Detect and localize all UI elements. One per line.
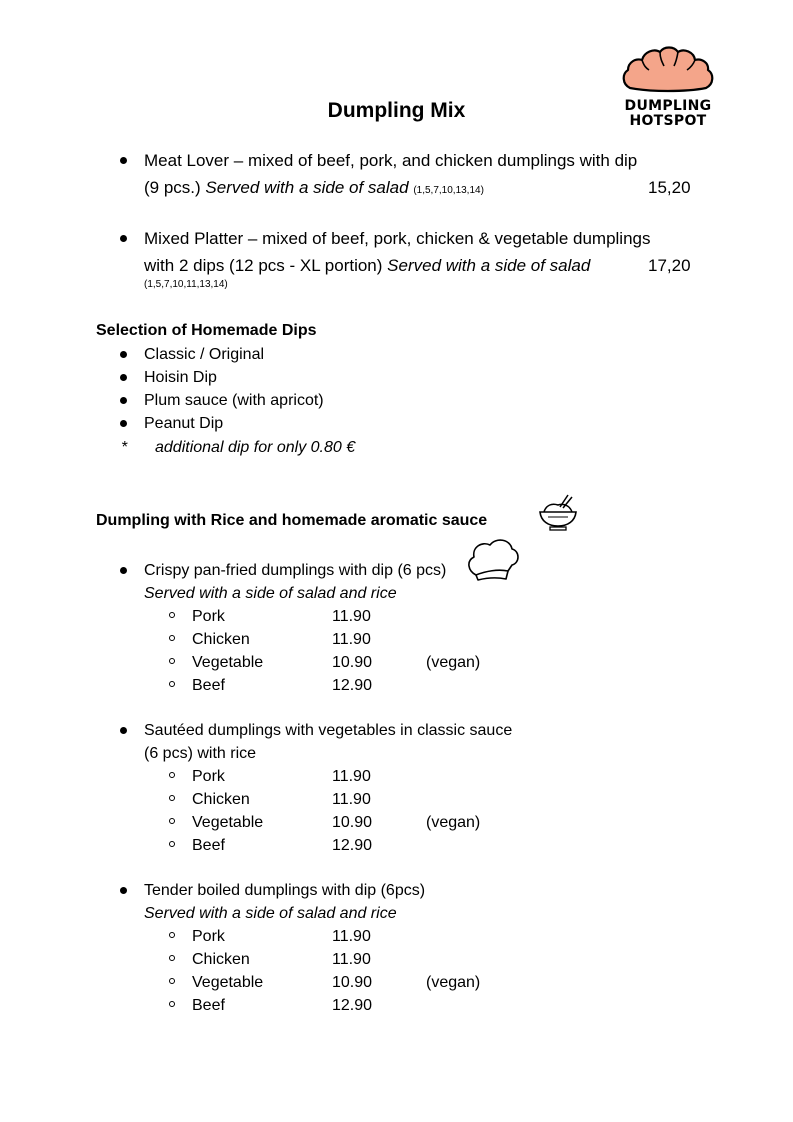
option-price: 11.90 [332, 791, 371, 808]
dip-item: Plum sauce (with apricot) [144, 392, 324, 409]
mix-item-title: Meat Lover – mixed of beef, pork, and chicken dumplings with dip [144, 151, 638, 170]
bullet-icon [120, 351, 127, 358]
dish-title: Crispy pan-fried dumplings with dip (6 pcs) [144, 562, 447, 579]
option-price: 12.90 [332, 837, 373, 854]
option-price: 12.90 [332, 677, 373, 694]
dips-heading: Selection of Homemade Dips [96, 322, 317, 339]
sub-bullet-icon [169, 612, 175, 618]
option-price: 11.90 [332, 631, 371, 648]
mix-item-portion: (9 pcs.) [144, 178, 206, 197]
option-name: Vegetable [192, 814, 264, 831]
option-name: Chicken [192, 631, 250, 648]
sub-bullet-icon [169, 841, 175, 847]
bullet-icon [120, 887, 127, 894]
sub-bullet-icon [169, 1001, 175, 1007]
dish-title: Tender boiled dumplings with dip (6pcs) [144, 882, 426, 899]
option-name: Vegetable [192, 654, 264, 671]
option-name: Pork [192, 608, 225, 625]
chef-hat-icon [464, 537, 520, 581]
mix-item-served: Served with a side of salad [387, 256, 591, 275]
mix-item-price: 17,20 [648, 256, 691, 275]
rice-bowl-icon [538, 493, 578, 533]
sub-bullet-icon [169, 658, 175, 664]
mix-item-portion: with 2 dips (12 pcs - XL portion) [144, 256, 388, 275]
option-note: (vegan) [426, 814, 481, 831]
dish-subtitle: (6 pcs) with rice [144, 745, 257, 762]
mix-item-title: Mixed Platter – mixed of beef, pork, chicken & vegetable dumplings [144, 229, 651, 248]
option-name: Beef [192, 997, 225, 1014]
option-price: 10.90 [332, 654, 373, 671]
option-price: 11.90 [332, 928, 371, 945]
dip-note-marker: * [121, 439, 128, 456]
mix-item-price: 15,20 [648, 178, 691, 197]
dish-subtitle: Served with a side of salad and rice [144, 585, 397, 602]
sub-bullet-icon [169, 635, 175, 641]
option-name: Pork [192, 928, 225, 945]
option-price: 11.90 [332, 608, 371, 625]
option-price: 10.90 [332, 974, 373, 991]
page-title: Dumpling Mix [327, 99, 466, 122]
option-price: 12.90 [332, 997, 373, 1014]
bullet-icon [120, 567, 127, 574]
dish-subtitle: Served with a side of salad and rice [144, 905, 397, 922]
sub-bullet-icon [169, 978, 175, 984]
sub-bullet-icon [169, 795, 175, 801]
bullet-icon [120, 727, 127, 734]
option-price: 11.90 [332, 951, 371, 968]
mix-item-allergens: (1,5,7,10,11,13,14) [144, 279, 228, 290]
bullet-icon [120, 374, 127, 381]
sub-bullet-icon [169, 932, 175, 938]
option-name: Vegetable [192, 974, 264, 991]
option-price: 11.90 [332, 768, 371, 785]
dish-title: Sautéed dumplings with vegetables in classic sauce [144, 722, 513, 739]
mix-item-served: Served with a side of salad [205, 178, 409, 197]
option-name: Pork [192, 768, 225, 785]
option-name: Chicken [192, 791, 250, 808]
option-price: 10.90 [332, 814, 373, 831]
option-note: (vegan) [426, 654, 481, 671]
bullet-icon [120, 420, 127, 427]
bullet-icon [120, 157, 127, 164]
logo-line-2: HOTSPOT [629, 113, 707, 129]
logo-line-1: DUMPLING [624, 98, 712, 114]
rice-heading: Dumpling with Rice and homemade aromatic sauce [96, 512, 488, 529]
dip-item: Hoisin Dip [144, 369, 217, 386]
sub-bullet-icon [169, 772, 175, 778]
dip-item: Classic / Original [144, 346, 265, 363]
sub-bullet-icon [169, 955, 175, 961]
dumpling-logo-icon [616, 44, 720, 96]
dip-item: Peanut Dip [144, 415, 224, 432]
dip-note: additional dip for only 0.80 € [155, 439, 356, 456]
option-name: Chicken [192, 951, 250, 968]
sub-bullet-icon [169, 681, 175, 687]
option-name: Beef [192, 837, 225, 854]
bullet-icon [120, 397, 127, 404]
option-note: (vegan) [426, 974, 481, 991]
bullet-icon [120, 235, 127, 242]
mix-item-allergens: (1,5,7,10,13,14) [413, 185, 484, 196]
option-name: Beef [192, 677, 225, 694]
sub-bullet-icon [169, 818, 175, 824]
